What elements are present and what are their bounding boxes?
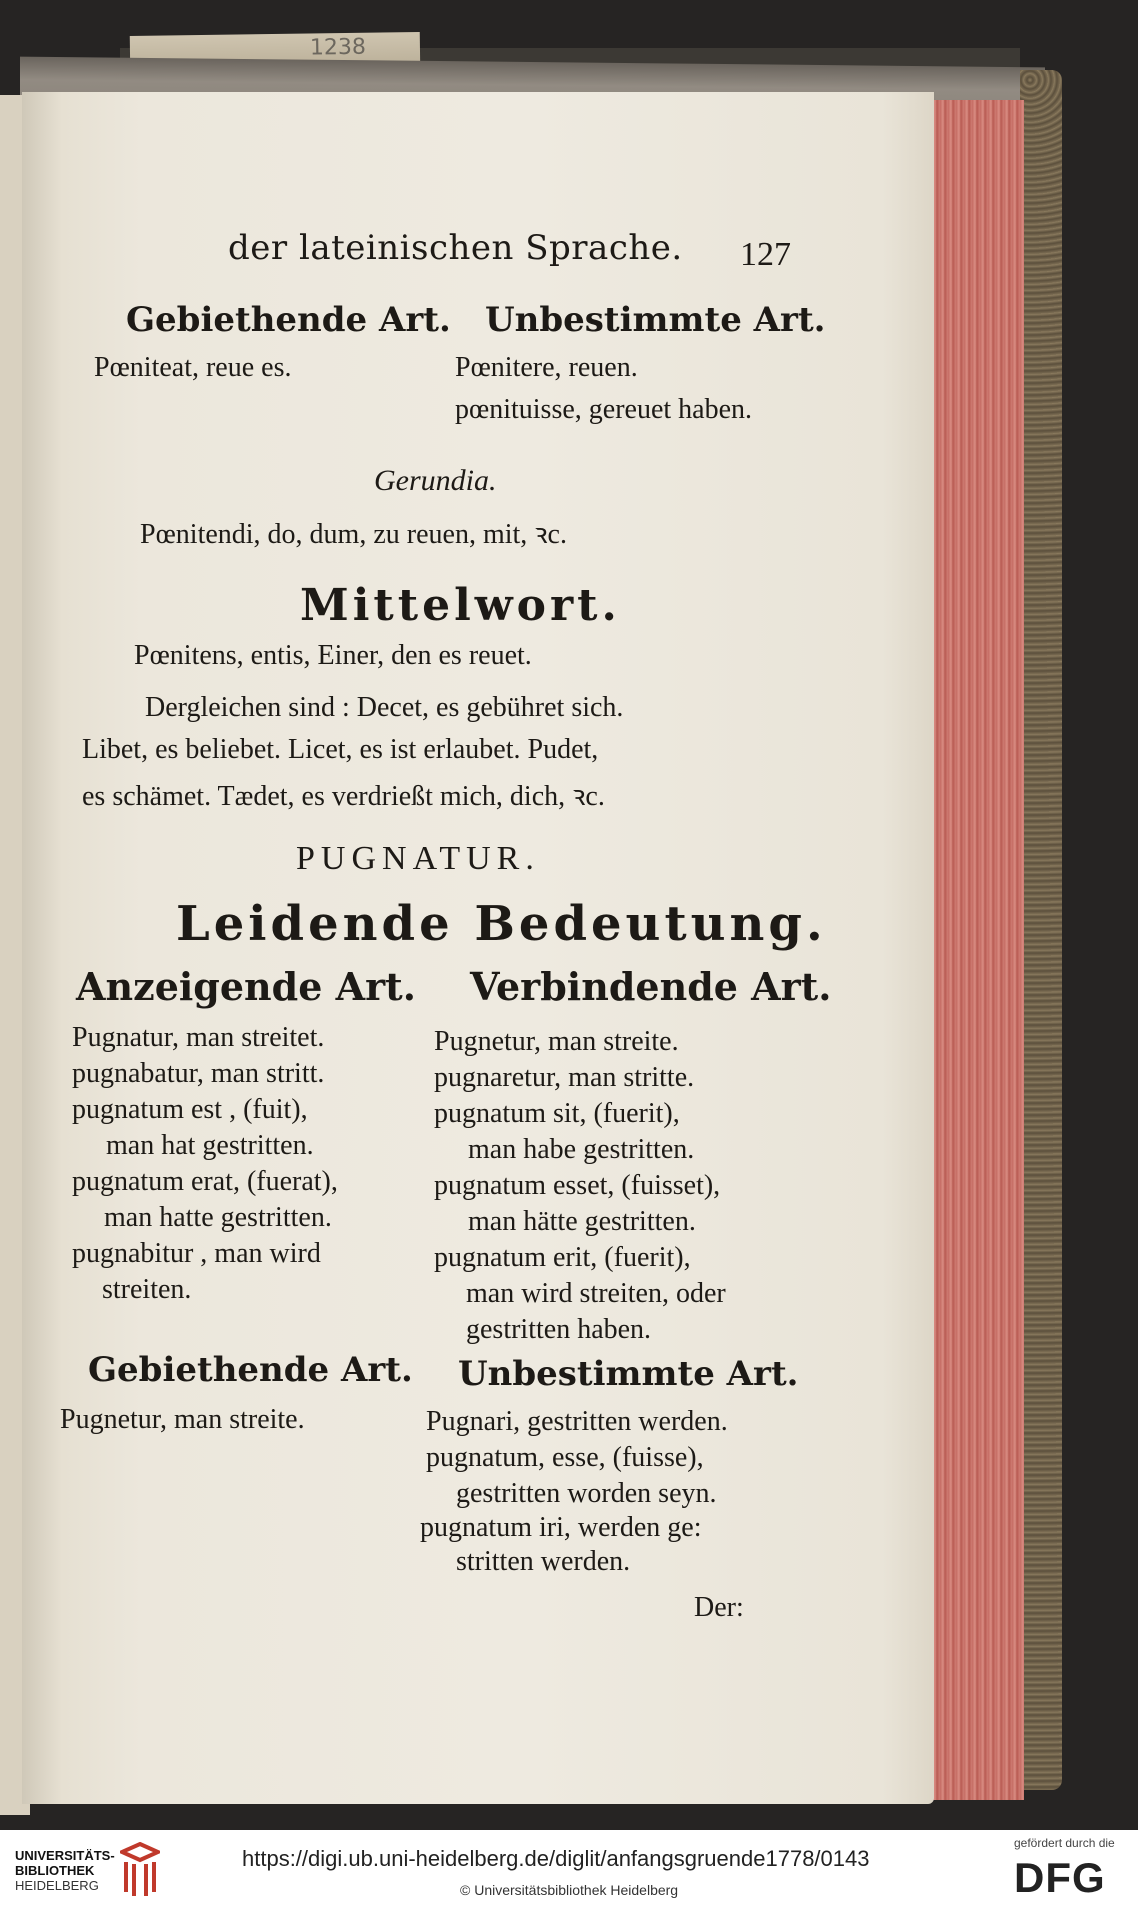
voice-heading: Leidende Bedeutung.: [176, 896, 827, 952]
mittelwort-heading: Mittelwort.: [300, 580, 621, 631]
spine-label-text: 1238: [309, 34, 367, 61]
anzeigende-line: pugnatum est , (fuit),: [72, 1094, 308, 1125]
col1-line-2: Pugnetur, man streite.: [60, 1404, 305, 1435]
page-number: 127: [740, 236, 791, 273]
col1-heading-gebiethende: Gebiethende Art.: [126, 300, 451, 340]
unbestimmte-line: pugnatum, esse, (fuisse),: [426, 1442, 704, 1473]
verbindende-line: man habe gestritten.: [468, 1134, 695, 1165]
verbindende-heading: Verbindende Art.: [470, 964, 832, 1009]
anzeigende-line: Pugnatur, man streitet.: [72, 1022, 325, 1053]
unbestimmte-line: stritten werden.: [456, 1546, 631, 1577]
verb-heading: PUGNATUR.: [296, 840, 540, 877]
library-logo-text: [15, 1848, 115, 1893]
paragraph-line-2: Libet, es beliebet. Licet, es ist erlaubet. Pudet,: [82, 734, 599, 765]
verbindende-line: man hätte gestritten.: [468, 1206, 696, 1237]
anzeigende-line: man hat gestritten.: [106, 1130, 314, 1161]
gerundia-heading: Gerundia.: [374, 464, 497, 497]
col2-line-1: Pœnitere, reuen.: [455, 352, 638, 383]
library-line-2: BIBLIOTHEK: [15, 1863, 95, 1878]
col1-heading-gebiethende-2: Gebiethende Art.: [88, 1350, 413, 1390]
col2-heading-unbestimmte-2: Unbestimmte Art.: [458, 1354, 799, 1394]
unbestimmte-line: pugnatum iri, werden ge:: [420, 1512, 702, 1543]
anzeigende-line: pugnabitur , man wird: [72, 1238, 321, 1269]
verbindende-line: man wird streiten, oder: [466, 1278, 726, 1309]
library-line-3: HEIDELBERG: [15, 1878, 99, 1893]
verbindende-line: pugnatum erit, (fuerit),: [434, 1242, 691, 1273]
verbindende-line: pugnatum sit, (fuerit),: [434, 1098, 680, 1129]
anzeigende-line: pugnatum erat, (fuerat),: [72, 1166, 338, 1197]
document-url-link[interactable]: https://digi.ub.uni-heidelberg.de/diglit/anfangsgruende1778/0143: [242, 1846, 870, 1871]
anzeigende-line: pugnabatur, man stritt.: [72, 1058, 325, 1089]
verbindende-line: gestritten haben.: [466, 1314, 652, 1345]
anzeigende-heading: Anzeigende Art.: [76, 964, 416, 1009]
dfg-logo: DFG: [1014, 1854, 1106, 1901]
anzeigende-line: man hatte gestritten.: [104, 1202, 332, 1233]
library-line-1: UNIVERSITÄTS-: [15, 1848, 115, 1863]
unbestimmte-line: Pugnari, gestritten werden.: [426, 1406, 728, 1437]
verbindende-line: pugnatum esset, (fuisset),: [434, 1170, 721, 1201]
running-head: der lateinischen Sprache.: [228, 228, 683, 268]
col1-line: Pœniteat, reue es.: [94, 352, 292, 383]
col2-line-2: pœnituisse, gereuet haben.: [455, 394, 753, 425]
verbindende-line: pugnaretur, man stritte.: [434, 1062, 695, 1093]
viewer-footer: [0, 1830, 1138, 1913]
university-logo-icon: [120, 1842, 160, 1898]
anzeigende-line: streiten.: [102, 1274, 192, 1305]
book-cover-edge: [1020, 70, 1062, 1790]
funding-note: gefördert durch die: [1014, 1836, 1115, 1850]
col2-heading-unbestimmte: Unbestimmte Art.: [485, 300, 826, 340]
unbestimmte-line: gestritten worden seyn.: [456, 1478, 717, 1509]
copyright-notice: © Universitätsbibliothek Heidelberg: [460, 1882, 679, 1898]
catchword: Der:: [694, 1592, 744, 1623]
red-page-edge: [932, 100, 1024, 1800]
paragraph-line-3: es schämet. Tædet, es verdrießt mich, dich, ꝛc.: [82, 781, 605, 812]
verbindende-line: Pugnetur, man streite.: [434, 1026, 679, 1057]
gerundia-line: Pœnitendi, do, dum, zu reuen, mit, ꝛc.: [140, 519, 567, 550]
paragraph-line-1: Dergleichen sind : Decet, es gebühret sich.: [145, 692, 624, 723]
mittelwort-line: Pœnitens, entis, Einer, den es reuet.: [134, 640, 532, 671]
